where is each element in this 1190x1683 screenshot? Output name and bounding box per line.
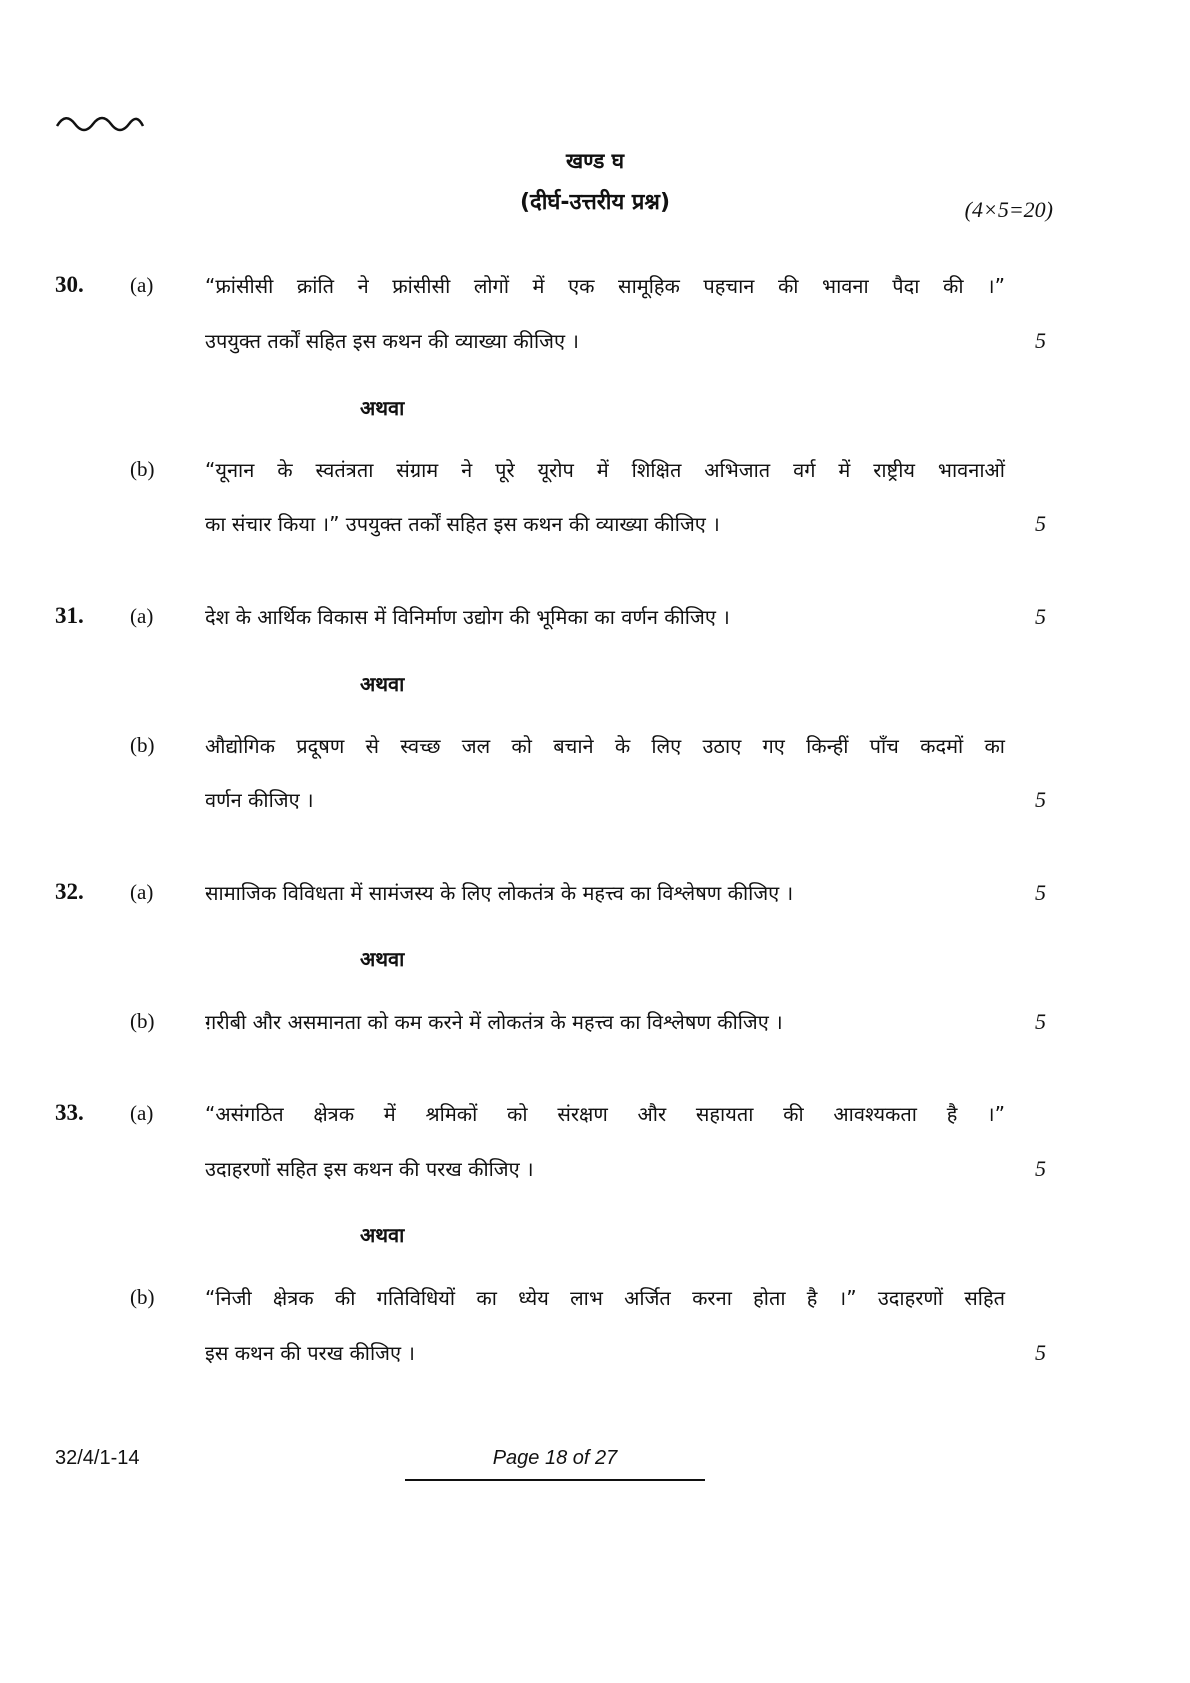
question-text-line: देश के आर्थिक विकास में विनिर्माण उद्योग की भूमिका का वर्णन कीजिए ।: [205, 605, 730, 629]
or-label: अथवा: [360, 396, 405, 420]
question-text-line: उपयुक्त तर्कों सहित इस कथन की व्याख्या कीजिए ।: [205, 329, 579, 353]
question-number: 30.: [55, 272, 84, 297]
option-label: (b): [130, 457, 155, 481]
section-marks: (4×5=20): [964, 197, 1053, 222]
question-text-line: “यूनान के स्वतंत्रता संग्राम ने पूरे यूरोप में शिक्षित अभिजात वर्ग में राष्ट्रीय भावनाओं: [205, 458, 1005, 482]
marks: 5: [1035, 1340, 1046, 1365]
marks: 5: [1035, 1156, 1046, 1181]
or-label: अथवा: [360, 947, 405, 971]
question-text-line: औद्योगिक प्रदूषण से स्वच्छ जल को बचाने के लिए उठाए गए किन्हीं पाँच कदमों का: [205, 734, 1005, 758]
option-label: (b): [130, 1285, 155, 1309]
question-text-line: उदाहरणों सहित इस कथन की परख कीजिए ।: [205, 1157, 534, 1181]
question-number: 33.: [55, 1100, 84, 1125]
footer-divider: [405, 1479, 705, 1481]
option-label: (a): [130, 273, 154, 297]
question-text-line: “असंगठित क्षेत्रक में श्रमिकों को संरक्षण और सहायता की आवश्यकता है ।”: [205, 1102, 1005, 1126]
marks: 5: [1035, 511, 1046, 536]
or-label: अथवा: [360, 672, 405, 696]
question-text-line: वर्णन कीजिए ।: [205, 788, 314, 812]
section-title: खण्ड घ: [565, 149, 625, 173]
question-text-line: “फ्रांसीसी क्रांति ने फ्रांसीसी लोगों में एक सामूहिक पहचान की भावना पैदा की ।”: [205, 274, 1005, 298]
paper-code: 32/4/1-14: [55, 1447, 140, 1469]
option-label: (a): [130, 1101, 154, 1125]
marks: 5: [1035, 1009, 1046, 1034]
section-subtitle: (दीर्घ-उत्तरीय प्रश्न): [519, 190, 671, 215]
wave-decoration-icon: [55, 112, 145, 136]
question-number: 31.: [55, 603, 84, 628]
marks: 5: [1035, 328, 1046, 353]
or-label: अथवा: [360, 1223, 405, 1247]
question-text-line: का संचार किया ।” उपयुक्त तर्कों सहित इस कथन की व्याख्या कीजिए ।: [205, 512, 720, 536]
question-text-line: सामाजिक विविधता में सामंजस्य के लिए लोकतंत्र के महत्त्व का विश्लेषण कीजिए ।: [205, 881, 794, 905]
marks: 5: [1035, 787, 1046, 812]
question-number: 32.: [55, 879, 84, 904]
marks: 5: [1035, 604, 1046, 629]
option-label: (a): [130, 880, 154, 904]
option-label: (b): [130, 733, 155, 757]
option-label: (a): [130, 604, 154, 628]
question-text-line: “निजी क्षेत्रक की गतिविधियों का ध्येय लाभ अर्जित करना होता है ।” उदाहरणों सहित: [205, 1286, 1005, 1310]
marks: 5: [1035, 880, 1046, 905]
option-label: (b): [130, 1009, 155, 1033]
question-text-line: इस कथन की परख कीजिए ।: [205, 1341, 416, 1365]
question-text-line: ग़रीबी और असमानता को कम करने में लोकतंत्र के महत्त्व का विश्लेषण कीजिए ।: [205, 1010, 783, 1034]
page-number: Page 18 of 27: [492, 1447, 618, 1469]
